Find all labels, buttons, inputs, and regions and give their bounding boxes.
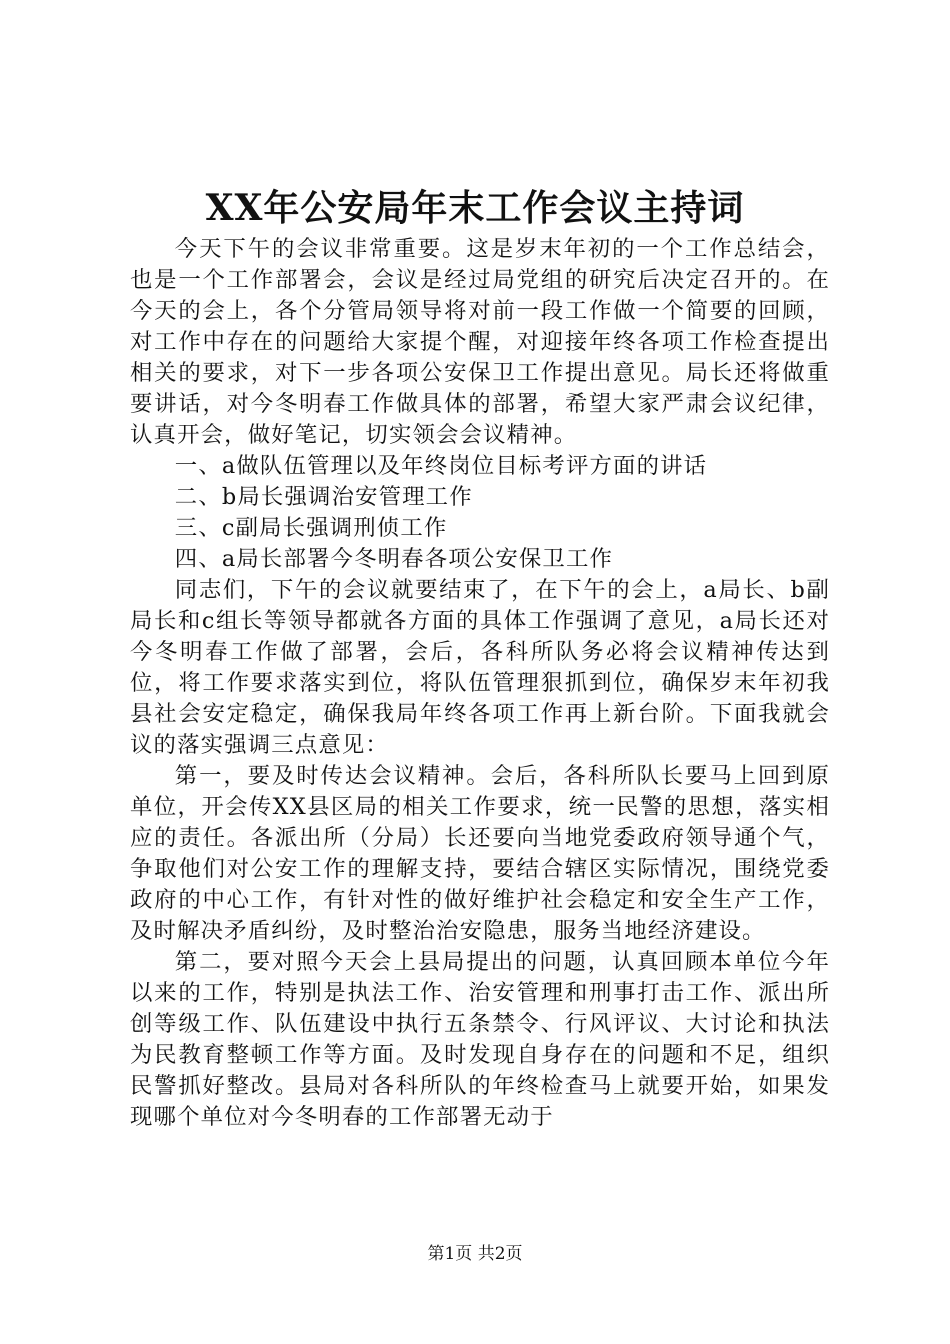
paragraph-closing: 同志们，下午的会议就要结束了，在下午的会上，a局长、b副局长和c组长等领导都就各方面的具体工作强调了意见，a局长还对今冬明春工作做了部署，会后，各科所队务必将会议精神传达到位，将工作要求落实到位，将队伍管理狠抓到位，确保岁末年初我县社会安定稳定，确保我局年终各项工作再上新台阶。下面我就会议的落实强调三点意见：: [130, 577, 830, 758]
document-body: [130, 234, 830, 1133]
paragraph-intro: 今天下午的会议非常重要。这是岁末年初的一个工作总结会，也是一个工作部署会，会议是经过局党组的研究后决定召开的。在今天的会上，各个分管局领导将对前一段工作做一个简要的回顾，对工作中存在的问题给大家提个醒，对迎接年终各项工作检查提出相关的要求，对下一步各项公安保卫工作提出意见。局长还将做重要讲话，对今冬明春工作做具体的部署，希望大家严肃会议纪律，认真开会，做好笔记，切实领会会议精神。: [130, 236, 830, 448]
document-title: XX年公安局年末工作会议主持词: [205, 187, 745, 229]
agenda-item-1: 一、a做队伍管理以及年终岗位目标考评方面的讲话: [174, 453, 708, 479]
agenda-item-3: 三、c副局长强调刑侦工作: [174, 515, 448, 541]
agenda-item-4: 四、a局长部署今冬明春各项公安保卫工作: [174, 546, 614, 572]
paragraph-point-1: 第一，要及时传达会议精神。会后，各科所队长要马上回到原单位，开会传XX县区局的相关工作要求，统一民警的思想，落实相应的责任。各派出所（分局）长还要向当地党委政府领导通个气，争取他们对公安工作的理解支持，要结合辖区实际情况，围绕党委政府的中心工作，有针对性的做好维护社会稳定和安全生产工作，及时解决矛盾纠纷，及时整治治安隐患，服务当地经济建设。: [130, 763, 830, 944]
paragraph-point-2: 第二，要对照今天会上县局提出的问题，认真回顾本单位今年以来的工作，特别是执法工作、治安管理和刑事打击工作、派出所创等级工作、队伍建设中执行五条禁令、行风评议、大讨论和执法为民教育整顿工作等方面。及时发现自身存在的问题和不足，组织民警抓好整改。县局对各科所队的年终检查马上就要开始，如果发现哪个单位对今冬明春的工作部署无动于: [130, 949, 830, 1130]
agenda-item-2: 二、b局长强调治安管理工作: [174, 484, 473, 510]
page-number-footer: 第1页 共2页: [427, 1244, 523, 1264]
